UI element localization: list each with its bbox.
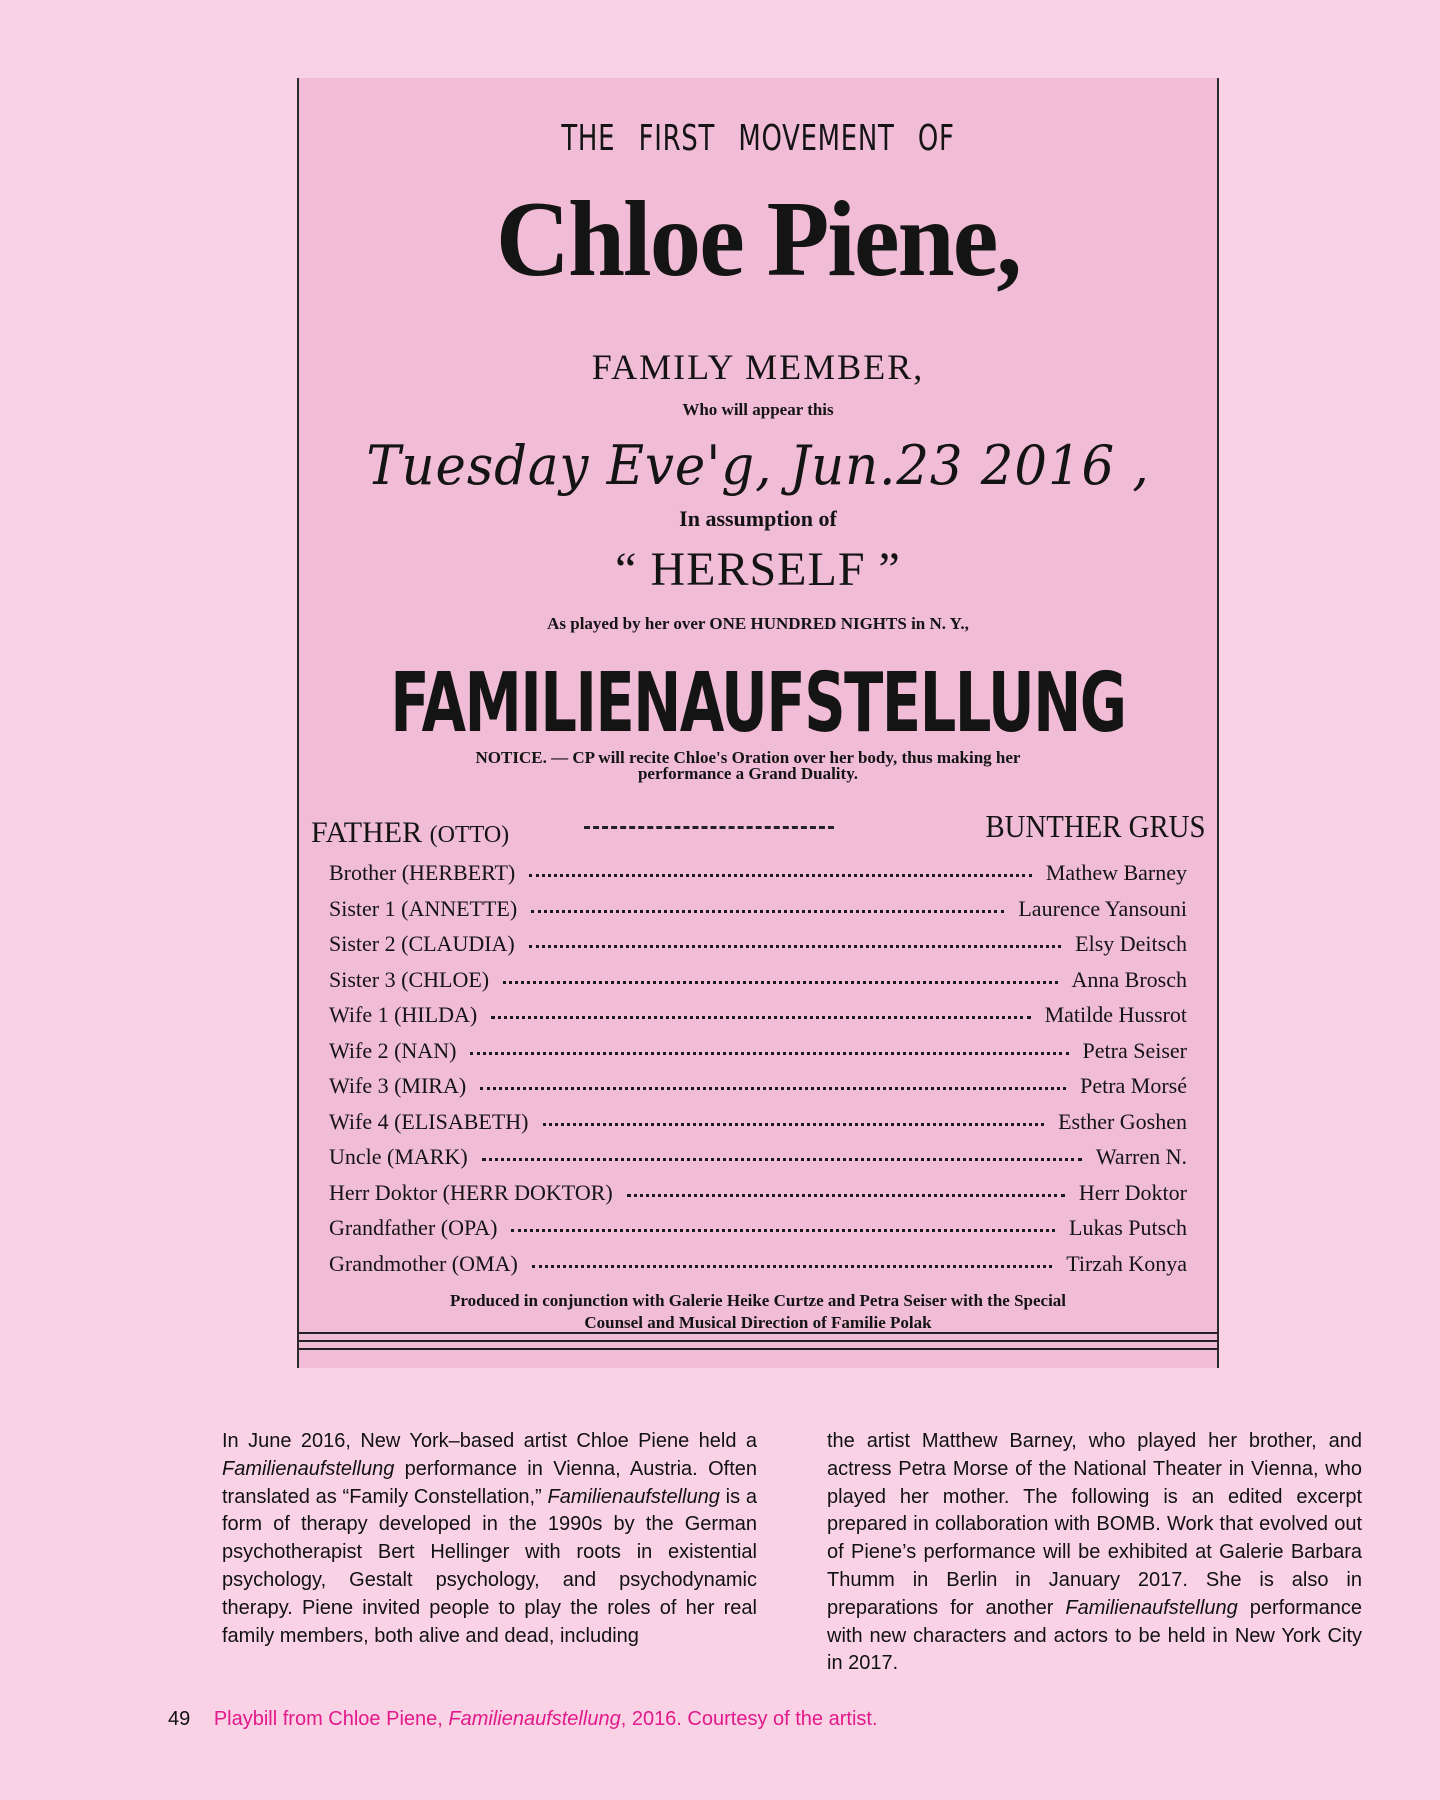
cast-role: Sister 3 (CHLOE): [329, 966, 490, 992]
cast-row: [299, 1180, 1217, 1212]
body-left-em1: Familienaufstellung: [222, 1457, 395, 1480]
playbill-rules: [299, 1332, 1217, 1356]
playbill-first-movement: THE FIRST MOVEMENT OF: [561, 118, 955, 159]
cast-row: [299, 860, 1217, 892]
cast-role: Sister 2 (CLAUDIA): [329, 931, 515, 956]
body-left-2: performance in Vienna, Austria. Often translated as “Family Constellation,”: [222, 1457, 757, 1508]
cast-actor: Anna Brosch: [1071, 966, 1187, 992]
playbill-who-appear: Who will appear this: [682, 400, 834, 419]
cast-father-label: FATHER: [311, 816, 423, 849]
cast-role: Uncle (MARK): [329, 1144, 468, 1169]
cast-row: [299, 967, 1217, 999]
cast-leader-dots: [511, 1229, 1055, 1232]
cast-actor: Esther Goshen: [1058, 1108, 1187, 1134]
cast-actor: Herr Doktor: [1078, 1179, 1187, 1205]
cast-row: [299, 1251, 1217, 1283]
cast-row: [299, 1215, 1217, 1247]
cast-actor: Elsy Deitsch: [1075, 931, 1187, 956]
cast-actor: Laurence Yansouni: [1018, 895, 1187, 921]
playbill-family-member: FAMILY MEMBER,: [591, 347, 925, 387]
playbill-date: Tuesday Eve'g, Jun.23 2016 ,: [366, 434, 1150, 497]
playbill-notice: NOTICE. — CP will recite Chloe's Oration over her body, thus making her performance a Grand Duality.: [475, 748, 1021, 783]
cast-row: [299, 931, 1217, 963]
page-footer: [168, 1708, 878, 1731]
cast-role: Sister 1 (ANNETTE): [329, 895, 518, 921]
cast-father-name: (OTTO): [429, 822, 510, 848]
cast-actor: Tirzah Konya: [1066, 1250, 1187, 1276]
cast-leader-dots: [531, 910, 1004, 913]
cast-leader-dots: [529, 874, 1032, 877]
cast-row: [299, 1002, 1217, 1034]
caption-em: Familienaufstellung: [448, 1708, 621, 1730]
cast-actor: Matilde Hussrot: [1044, 1002, 1187, 1027]
body-left-1: In June 2016, New York–based artist Chloe Piene held a: [222, 1430, 757, 1452]
body-right-1: the artist Matthew Barney, who played her brother, and actress Petra Morse of the National Theater in Vienna, who played her mother. The following is an edited excerpt prepared in collaboration with BOMB. Work that evolved out of Piene’s performance will be exhibited at Galerie Barbara Thumm in Berlin in January 2017. She is also in preparations for another: [827, 1430, 1362, 1619]
cast-actor: Petra Seiser: [1082, 1037, 1187, 1063]
cast-row: [299, 1144, 1217, 1176]
cast-leader-dots: [529, 945, 1061, 948]
body-text-right: [827, 1428, 1362, 1678]
body-left-3: is a form of therapy developed in the 1990s by the German psychotherapist Bert Hellinger with roots in existential psychology, Gestalt psychology, and psychodynamic therapy. Piene invited people to play the roles of her real family members, both alive and dead, including: [222, 1485, 757, 1647]
caption-text-1: Playbill from Chloe Piene,: [213, 1708, 449, 1730]
playbill-as-played: As played by her over ONE HUNDRED NIGHTS in N. Y.,: [547, 614, 969, 633]
caption-text-2: , 2016. Courtesy of the artist.: [620, 1708, 878, 1730]
cast-leader-dots: [532, 1265, 1052, 1268]
cast-actor: Petra Morsé: [1080, 1073, 1187, 1098]
cast-father-actor: BUNTHER GRUS: [984, 808, 1205, 844]
cast-role: Wife 1 (HILDA): [329, 1002, 478, 1027]
figure-caption: [214, 1708, 878, 1730]
cast-role: Wife 4 (ELISABETH): [329, 1108, 529, 1134]
cast-row: [299, 896, 1217, 928]
cast-role: Wife 2 (NAN): [329, 1037, 457, 1063]
cast-leader-dots: [470, 1052, 1069, 1055]
cast-leader-dots: [491, 1016, 1031, 1019]
page-number: 49: [168, 1708, 191, 1730]
cast-row: [299, 1038, 1217, 1070]
playbill-in-assumption: In assumption of: [679, 506, 837, 531]
cast-role: Grandfather (OPA): [329, 1215, 498, 1240]
cast-actor: Warren N.: [1095, 1144, 1187, 1169]
body-left-em2: Familienaufstellung: [547, 1485, 720, 1508]
cast-role: Wife 3 (MIRA): [329, 1073, 467, 1098]
playbill-produced: Produced in conjunction with Galerie Heike Curtze and Petra Seiser with the Special Counsel and Musical Direction of Familie Polak: [449, 1291, 1067, 1332]
cast-leader-dots: [480, 1087, 1066, 1090]
cast-leader-dashes: [584, 826, 834, 829]
playbill-herself: “ HERSELF ”: [615, 543, 901, 596]
cast-row: [299, 1073, 1217, 1105]
playbill-title: FAMILIENAUFSTELLUNG: [390, 656, 1126, 751]
body-right-em: Familienaufstellung: [1065, 1596, 1238, 1619]
cast-role: Grandmother (OMA): [329, 1250, 518, 1276]
cast-role: Brother (HERBERT): [329, 860, 516, 885]
cast-actor: Lukas Putsch: [1069, 1215, 1187, 1240]
cast-row: [299, 1109, 1217, 1141]
body-text-left: [222, 1428, 757, 1650]
cast-leader-dots: [503, 981, 1058, 984]
cast-father-role: [311, 816, 509, 850]
cast-leader-dots: [627, 1194, 1065, 1197]
cast-leader-dots: [543, 1123, 1044, 1126]
playbill-name: Chloe Piene,: [495, 180, 1021, 299]
cast-actor: Mathew Barney: [1045, 860, 1187, 885]
cast-role: Herr Doktor (HERR DOKTOR): [329, 1179, 613, 1205]
cast-leader-dots: [482, 1158, 1082, 1161]
body-right-2: performance with new characters and actors to be held in New York City in 2017.: [827, 1596, 1362, 1675]
playbill-image: [297, 78, 1219, 1368]
